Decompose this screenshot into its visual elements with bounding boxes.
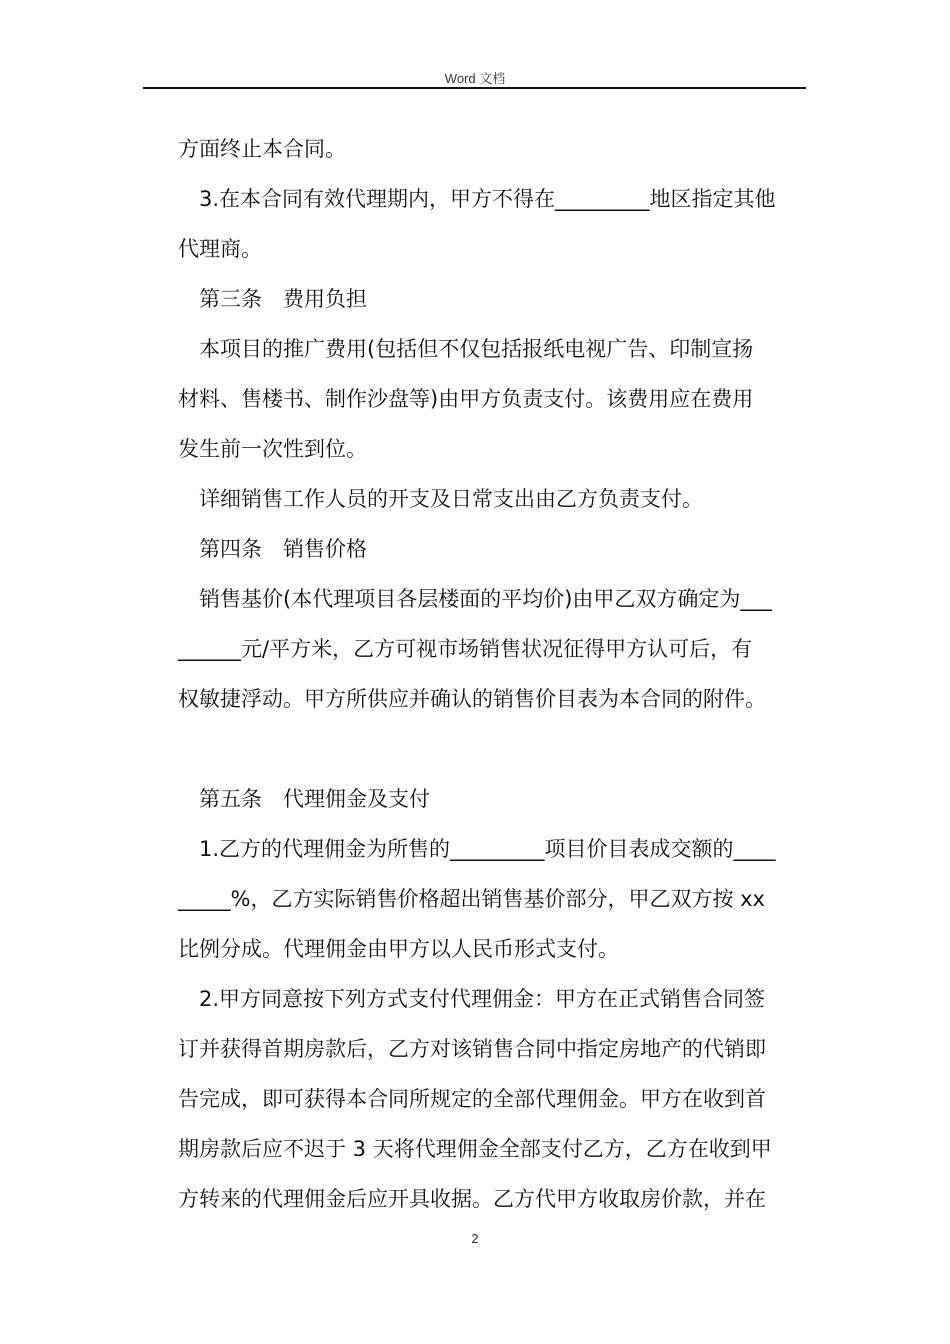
paragraph-line: ______元/平方米，乙方可视市场销售状况征得甲方认可后，有: [178, 637, 753, 661]
paragraph-line: 期房款后应不迟于 3 天将代理佣金全部支付乙方，乙方在收到甲: [178, 1137, 772, 1161]
paragraph-line: 方转来的代理佣金后应开具收据。乙方代甲方收取房价款，并在: [178, 1187, 766, 1211]
paragraph-line: 代理商。: [178, 237, 262, 261]
paragraph-line: 材料、售楼书、制作沙盘等)由甲方负责支付。该费用应在费用: [178, 387, 754, 411]
page-header: Word 文档: [444, 71, 506, 86]
paragraph-line: 方面终止本合同。: [178, 137, 346, 161]
paragraph-line: _____%，乙方实际销售价格超出销售基价部分，甲乙双方按 xx: [178, 887, 765, 911]
paragraph-line: 2.甲方同意按下列方式支付代理佣金：甲方在正式销售合同签: [199, 987, 766, 1011]
paragraph-line: 订并获得首期房款后，乙方对该销售合同中指定房地产的代销即: [178, 1037, 766, 1061]
header-rule: [143, 87, 806, 89]
section-heading: 第三条 费用负担: [199, 287, 367, 311]
section-heading: 第四条 销售价格: [199, 537, 367, 561]
paragraph-line: 销售基价(本代理项目各层楼面的平均价)由甲乙双方确定为___: [199, 587, 772, 611]
page-number: 2: [471, 1231, 479, 1246]
paragraph-line: 3.在本合同有效代理期内，甲方不得在_________地区指定其他: [199, 187, 776, 211]
blank-line: [178, 724, 808, 774]
paragraph-line: 详细销售工作人员的开支及日常支出由乙方负责支付。: [199, 487, 703, 511]
paragraph-line: 1.乙方的代理佣金为所售的_________项目价目表成交额的____: [199, 837, 776, 861]
paragraph-line: 发生前一次性到位。: [178, 437, 367, 461]
paragraph-line: 告完成，即可获得本合同所规定的全部代理佣金。甲方在收到首: [178, 1087, 766, 1111]
document-body: [178, 124, 808, 1224]
section-heading: 第五条 代理佣金及支付: [199, 787, 430, 811]
paragraph-line: 比例分成。代理佣金由甲方以人民币形式支付。: [178, 937, 619, 961]
paragraph-line: 本项目的推广费用(包括但不仅包括报纸电视广告、印制宣扬: [199, 337, 754, 361]
paragraph-line: 权敏捷浮动。甲方所供应并确认的销售价目表为本合同的附件。: [178, 687, 766, 711]
